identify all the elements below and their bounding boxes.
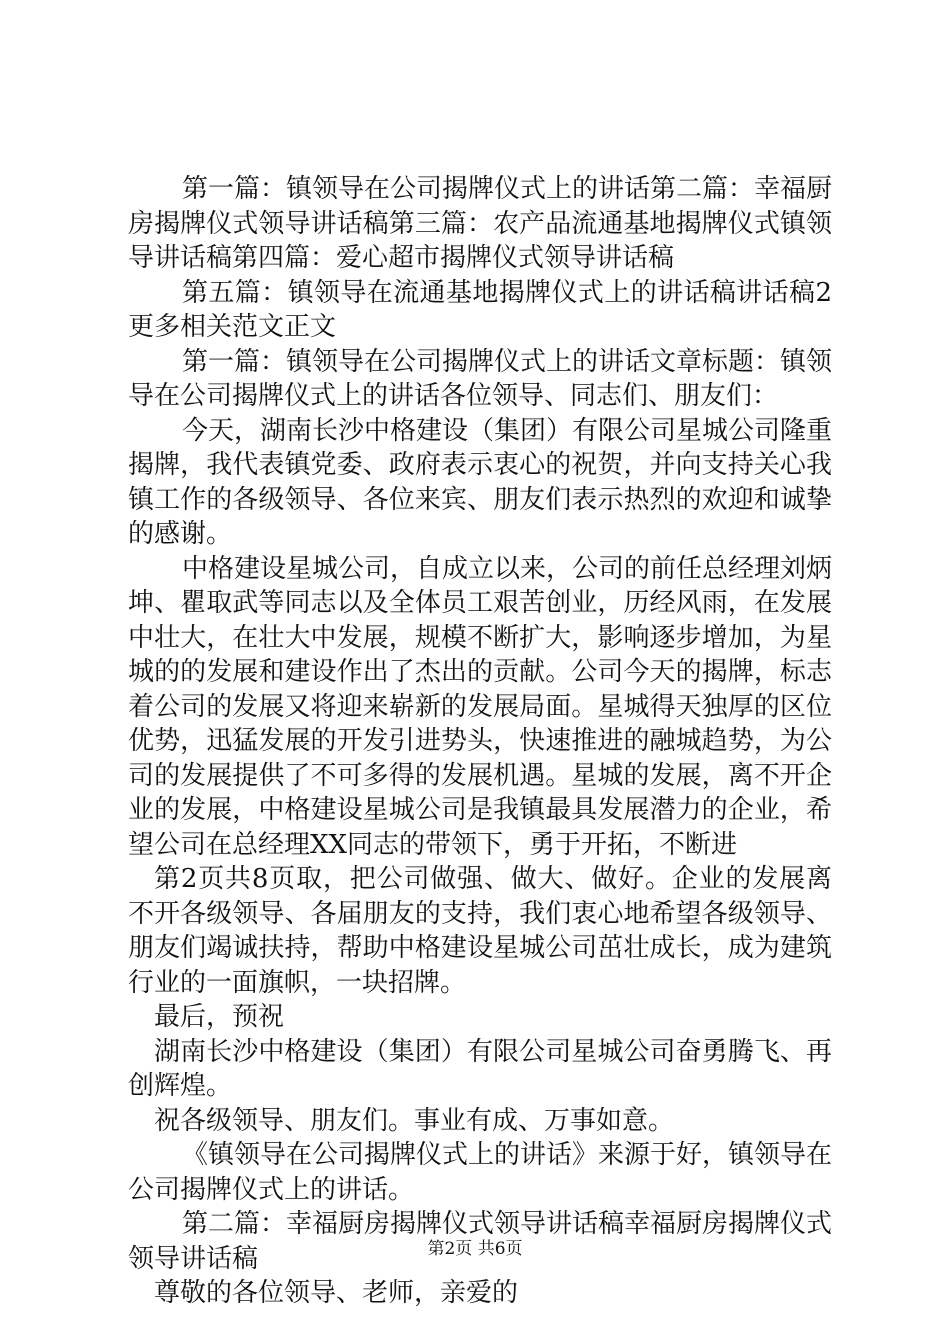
- document-body: [128, 172, 832, 1311]
- paragraph-second-greeting: 尊敬的各位领导、老师，亲爱的: [154, 1278, 519, 1308]
- paragraph-source-note: 《镇领导在公司揭牌仪式上的讲话》来源于好，镇领导在公司揭牌仪式上的讲话。: [128, 1140, 833, 1205]
- paragraph-closing-intro: 最后，预祝: [154, 1002, 285, 1032]
- paragraph-greeting: 今天，湖南长沙中格建设（集团）有限公司星城公司隆重揭牌，我代表镇党委、政府表示衷心的祝贺，并向支持关心我镇工作的各级领导、各位来宾、朋友们表示热烈的欢迎和诚挚的感谢。: [128, 415, 833, 549]
- paragraph-first-title: 第一篇：镇领导在公司揭牌仪式上的讲话文章标题：镇领导在公司揭牌仪式上的讲话各位领导、同志们、朋友们：: [128, 346, 833, 411]
- paragraph-toc: 第一篇：镇领导在公司揭牌仪式上的讲话第二篇：幸福厨房揭牌仪式领导讲话稿第三篇：农产品流通基地揭牌仪式镇领导讲话稿第四篇：爱心超市揭牌仪式领导讲话稿: [128, 174, 833, 273]
- paragraph-page-continuation: 第2页共8页取，把公司做强、做大、做好。企业的发展离不开各级领导、各届朋友的支持，我们衷心地希望各级领导、朋友们竭诚扶持，帮助中格建设星城公司茁壮成长，成为建筑行业的一面旗帜，一块招牌。: [128, 864, 832, 998]
- paragraph-toc-fifth: 第五篇：镇领导在流通基地揭牌仪式上的讲话稿讲话稿2更多相关范文正文: [128, 277, 832, 342]
- paragraph-wish-leaders: 祝各级领导、朋友们。事业有成、万事如意。: [154, 1105, 675, 1136]
- page-footer: 第2页 共6页: [427, 1239, 523, 1259]
- paragraph-wish-company: 湖南长沙中格建设（集团）有限公司星城公司奋勇腾飞、再创辉煌。: [128, 1036, 832, 1101]
- paragraph-second-title: 第二篇：幸福厨房揭牌仪式领导讲话稿幸福厨房揭牌仪式领导讲话稿: [128, 1209, 833, 1274]
- paragraph-company-history: 中格建设星城公司，自成立以来，公司的前任总经理刘炳坤、瞿取武等同志以及全体员工艰苦创业，历经风雨，在发展中壮大，在壮大中发展，规模不断扩大，影响逐步增加，为星城的的发展和建设作出了杰出的贡献。公司今天的揭牌，标志着公司的发展又将迎来崭新的发展局面。星城得天独厚的区位优势，迅猛发展的开发引进势头，快速推进的融城趋势，为公司的发展提供了不可多得的发展机遇。星城的发展，离不开企业的发展，中格建设星城公司是我镇最具发展潜力的企业，希望公司在总经理XX同志的带领下，勇于开拓，不断进: [128, 553, 833, 860]
